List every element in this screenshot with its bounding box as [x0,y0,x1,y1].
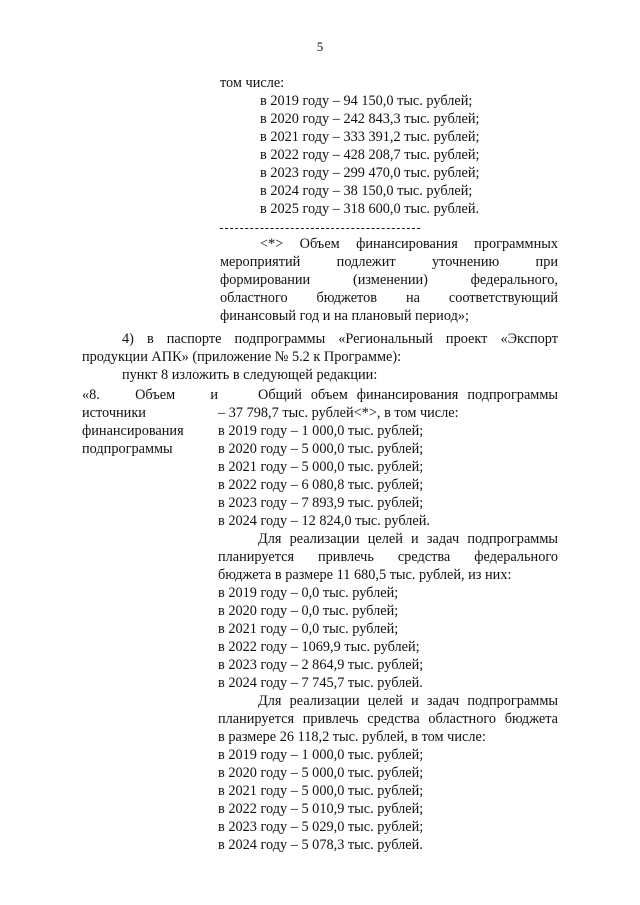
year-line: в 2019 году – 0,0 тыс. рублей; [218,585,399,601]
row-label-cell [82,386,218,854]
year-line: в 2020 году – 0,0 тыс. рублей; [218,603,399,619]
year-line: в 2022 году – 428 208,7 тыс. рублей; [260,147,480,163]
year-line: в 2019 году – 1 000,0 тыс. рублей; [218,423,424,439]
paragraph-line: 4) в паспорте подпрограммы «Региональный проект «Экспорт [122,331,558,347]
year-line: в 2019 году – 1 000,0 тыс. рублей; [218,747,424,763]
year-line: в 2020 году – 5 000,0 тыс. рублей; [218,441,424,457]
year-line: в 2024 году – 12 824,0 тыс. рублей. [218,513,430,529]
year-line: в 2021 году – 333 391,2 тыс. рублей; [260,129,480,145]
row-label-line: источники [82,405,146,421]
content-line: Общий объем финансирования подпрограммы [258,387,558,403]
paragraph-line: пункт 8 изложить в следующей редакции: [122,367,378,383]
year-line: в 2022 году – 5 010,9 тыс. рублей; [218,801,424,817]
year-line: в 2025 году – 318 600,0 тыс. рублей. [260,201,480,217]
content-line: планируется привлечь средства областного бюджета [218,711,558,727]
year-line: в 2023 году – 5 029,0 тыс. рублей; [218,819,424,835]
footnote-line: <*> Объем финансирования программных [260,236,558,252]
year-line: в 2021 году – 5 000,0 тыс. рублей; [218,783,424,799]
page-number: 5 [316,39,324,54]
footnote-line: мероприятий подлежит уточнению при [220,254,558,270]
document-body [82,74,558,854]
row-label-line: финансирования [82,423,184,439]
funding-by-year-block [220,74,558,325]
year-line: в 2023 году – 7 893,9 тыс. рублей; [218,495,424,511]
footnote-separator [220,218,420,229]
year-line: в 2024 году – 38 150,0 тыс. рублей; [260,183,473,199]
year-line: в 2023 году – 2 864,9 тыс. рублей; [218,657,424,673]
content-line: Для реализации целей и задач подпрограммы [258,693,558,709]
row-label-line: подпрограммы [82,441,173,457]
year-line: в 2022 году – 6 080,8 тыс. рублей; [218,477,424,493]
content-line: планируется привлечь средства федерального [218,549,558,565]
year-line: в 2019 году – 94 150,0 тыс. рублей; [260,93,473,109]
content-line: бюджета в размере 11 680,5 тыс. рублей, из них: [218,567,512,583]
year-line: в 2023 году – 299 470,0 тыс. рублей; [260,165,480,181]
lead-text: том числе: [220,75,285,91]
row-content-cell [218,386,558,854]
content-line: в размере 26 118,2 тыс. рублей, в том числе: [218,729,486,745]
paragraph-line: продукции АПК» (приложение № 5.2 к Программе): [82,349,402,365]
year-line: в 2020 году – 5 000,0 тыс. рублей; [218,765,424,781]
row-label-line: «8. Объем и [82,387,218,403]
content-line: Для реализации целей и задач подпрограммы [258,531,558,547]
year-line: в 2021 году – 0,0 тыс. рублей; [218,621,399,637]
year-line: в 2024 году – 5 078,3 тыс. рублей. [218,837,423,853]
paragraph-4 [82,330,558,384]
passport-table-row [82,386,558,854]
content-line: – 37 798,7 тыс. рублей<*>, в том числе: [218,405,459,421]
footnote-line: финансовый год и на плановый период»; [220,308,469,324]
year-line: в 2022 году – 1069,9 тыс. рублей; [218,639,420,655]
year-line: в 2020 году – 242 843,3 тыс. рублей; [260,111,480,127]
year-line: в 2021 году – 5 000,0 тыс. рублей; [218,459,424,475]
footnote-line: формировании (изменении) федерального, [220,272,558,288]
footnote-line: областного бюджетов на соответствующий [220,290,558,306]
year-line: в 2024 году – 7 745,7 тыс. рублей. [218,675,423,691]
